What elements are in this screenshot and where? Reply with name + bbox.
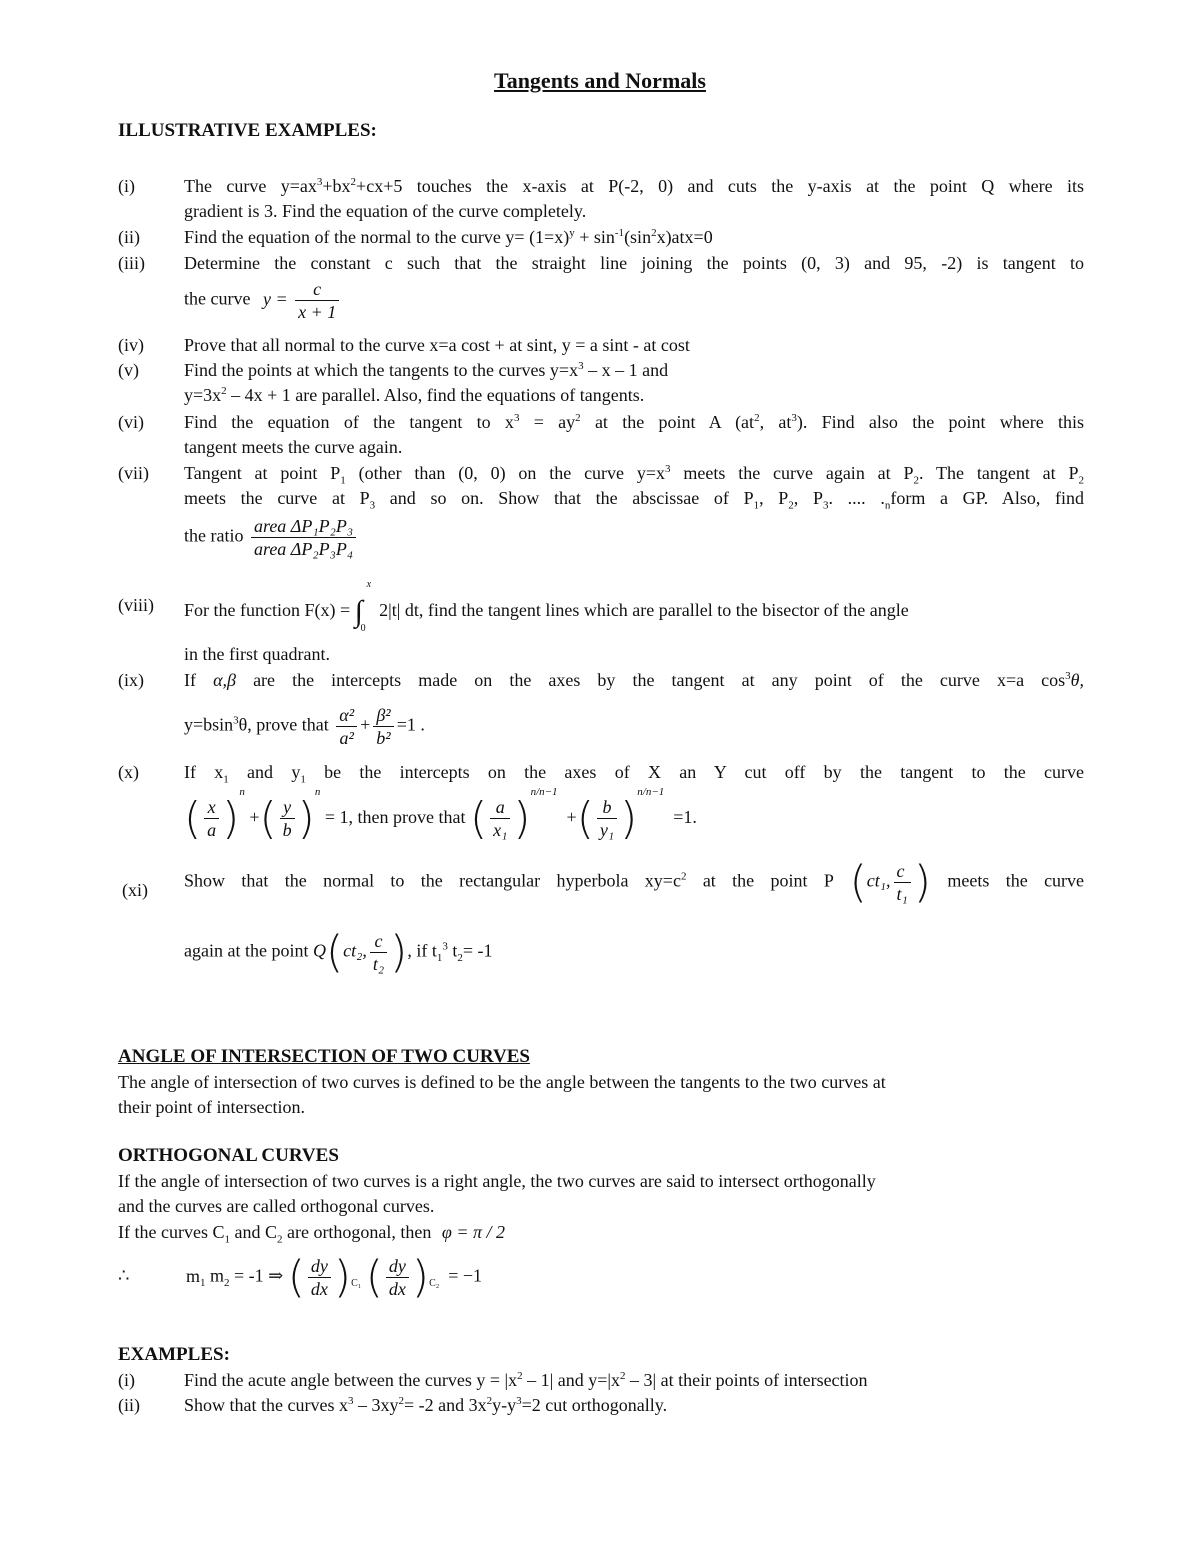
fraction-c-over-x-plus-1: $\frac{c}{x + 1}$ bbox=[295, 278, 339, 323]
label-i: (i) bbox=[118, 176, 135, 196]
example-10-line-2: ( $\frac{x}{a}$ )$^n$ +( $\frac{y}{b}$ )$^n$ = 1, then prove that ( $\frac{a}{\text{x₁}}$ )$^{n/n-1}$ +( $\frac{b}{\text{y₁}}$ )$^{n/n-1}$ =1. bbox=[184, 786, 697, 844]
angle-paragraph-line-2: their point of intersection. bbox=[118, 1097, 305, 1117]
example-6-line-1: Find the equation of the tangent to $x^3 = ay^2$ at the point A ($at^2$, $at^3$). Find also the point where this bbox=[184, 412, 1085, 432]
angle-paragraph-line-1: The angle of intersection of two curves is defined to be the angle between the tangents to the two curves at bbox=[118, 1072, 886, 1092]
label-v: (v) bbox=[118, 360, 139, 380]
area-ratio-fraction: $\frac{\text{area ΔP₁P₂P₃}}{\text{area ΔP₂P₃P₄}}$ bbox=[251, 515, 356, 560]
illustrative-examples-heading: ILLUSTRATIVE EXAMPLES: bbox=[118, 120, 377, 141]
label-iii: (iii) bbox=[118, 253, 145, 273]
example-9-line-2: y=bsin$^3$θ, prove that $\frac{\text{α²}}{\text{a²}}$ + $\frac{\text{β²}}{\text{b²}}$ =1 . bbox=[184, 705, 425, 748]
example-7-line-3: the ratio $\frac{\text{area ΔP₁P₂P₃}}{\text{area ΔP₂P₃P₄}}$ bbox=[184, 515, 359, 560]
example-7-line-1: Tangent at point $P_1$ (other than (0, 0) on the curve $y=x^3$ meets the curve again at $P_2$. The tangent at $P_2$ bbox=[184, 463, 1084, 487]
example-8-line-2: in the first quadrant. bbox=[184, 644, 330, 664]
example-4-line: Prove that all normal to the curve x=a cost + at sint, y = a sint - at cost bbox=[184, 335, 690, 355]
example-8-line-1: For the function F(x) = ∫ x 0 2|t| dt, find the tangent lines which are parallel to the bisector of the angle bbox=[184, 579, 909, 634]
example-1-line-2: gradient is 3. Find the equation of the curve completely. bbox=[184, 201, 587, 221]
label-vi: (vi) bbox=[118, 412, 144, 432]
label-ii: (ii) bbox=[118, 227, 140, 247]
examples-label-i: (i) bbox=[118, 1370, 135, 1390]
example-3-line-2: the curve y = $\frac{c}{x + 1}$ bbox=[184, 278, 342, 323]
orthogonal-paragraph-line-1: If the angle of intersection of two curves is a right angle, the two curves are said to intersect orthogonally bbox=[118, 1171, 876, 1191]
example-11-line-1: Show that the normal to the rectangular hyperbola $xy=c^2$ at the point P (ct₁, $\frac{c}{\text{t₁}}$ ) meets the curve bbox=[184, 856, 1085, 908]
orthogonal-condition-equation: ∴ $m_1$ $m_2 = -1$ ⇒ ( $\frac{dy}{dx}$ )$_{C_1}$ ( $\frac{dy}{dx}$ )$_{C_2} = -1$ bbox=[118, 1251, 483, 1303]
examples-item-2: Show that the curves $x^3 - 3xy^2= -2$ and $3x^2y-y^3=2$ cut orthogonally. bbox=[184, 1395, 668, 1415]
example-11-line-2: again at the point Q(ct₂, $\frac{c}{\text{t₂}}$ ), if $t_1^3$ $t_2= -1$ bbox=[184, 926, 493, 978]
example-5-line-1: Find the points at which the tangents to the curves $y=x^3 - x - 1$ and bbox=[184, 360, 669, 380]
example-7-line-2: meets the curve at $P_3$ and so on. Show that the abscissae of $P_1$, $P_2$, $P_3$. .... $._nform$ a GP. Also, find bbox=[184, 488, 1085, 512]
example-3-line-1: Determine the constant c such that the straight line joining the points (0, 3) and 95, -2) is tangent to bbox=[184, 253, 1084, 273]
integral-sign: ∫ x 0 bbox=[354, 579, 372, 634]
angle-of-intersection-heading: ANGLE OF INTERSECTION OF TWO CURVES bbox=[118, 1046, 530, 1067]
label-viii: (viii) bbox=[118, 595, 154, 615]
label-iv: (iv) bbox=[118, 335, 144, 355]
example-9-line-1: If α,β are the intercepts made on the axes by the tangent at any point of the curve x=a $\cos^3\theta$, bbox=[184, 670, 1085, 690]
example-6-line-2: tangent meets the curve again. bbox=[184, 437, 403, 457]
examples-heading: EXAMPLES: bbox=[118, 1344, 230, 1365]
orthogonal-curves-heading: ORTHOGONAL CURVES bbox=[118, 1145, 339, 1166]
page-title: Tangents and Normals bbox=[494, 68, 706, 93]
label-x: (x) bbox=[118, 762, 139, 782]
label-vii: (vii) bbox=[118, 463, 149, 483]
example-5-line-2: $y=3x^2 - 4x + 1$ are parallel. Also, find the equations of tangents. bbox=[184, 385, 645, 405]
example-2-line: Find the equation of the normal to the curve $y= (1=x)^y + \sin^{-1}(\sin^2x)atx=0$ bbox=[184, 227, 713, 247]
examples-item-1: Find the acute angle between the curves $y = |x^2 - 1|$ and $y=|x^2 - 3|$ at their points of intersection bbox=[184, 1370, 868, 1390]
example-10-line-1: If $x_1$ and $y_1$ be the intercepts on the axes of X an Y cut off by the tangent to the curve bbox=[184, 762, 1084, 786]
orthogonal-paragraph-line-2: and the curves are called orthogonal curves. bbox=[118, 1196, 435, 1216]
example-1-line-1: The curve $y=ax^3+bx^2+cx+5$ touches the x-axis at P(-2, 0) and cuts the y-axis at the point Q where its bbox=[184, 176, 1084, 196]
label-ix: (ix) bbox=[118, 670, 144, 690]
label-xi: (xi) bbox=[122, 880, 148, 900]
examples-label-ii: (ii) bbox=[118, 1395, 140, 1415]
orthogonal-paragraph-line-3: If the curves $C_1$ and $C_2$ are orthogonal, then φ = π / 2 bbox=[118, 1222, 506, 1246]
